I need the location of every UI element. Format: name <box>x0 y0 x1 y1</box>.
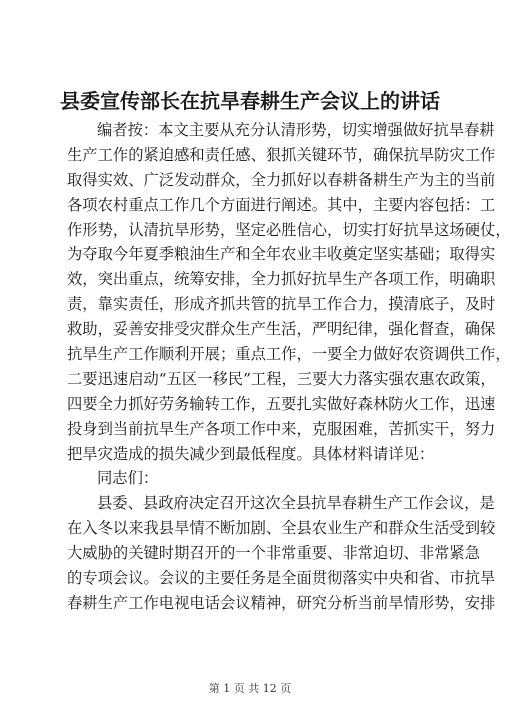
text-line: 把旱灾造成的损失减少到最低程度。具体材料请详见： <box>67 444 435 463</box>
text-line: 编者按：本文主要从充分认清形势，切实增强做好抗旱春耕 <box>97 121 495 139</box>
text-line: 救助，妥善安排受灾群众生产生活，严明纪律，强化督查，确保 <box>67 320 496 339</box>
text-line: 为夺取今年夏季粮油生产和全年农业丰收奠定坚实基础；取得实 <box>67 245 496 264</box>
page-number-footer: 第 1 页 共 12 页 <box>208 682 292 695</box>
text-line: 生产工作的紧迫感和责任感、狠抓关键环节，确保抗旱防灾工作 <box>67 145 496 164</box>
text-line: 四要全力抓好劳务输转工作，五要扎实做好森林防火工作，迅速 <box>67 394 496 413</box>
text-line: 的专项会议。会议的主要任务是全面贯彻落实中央和省、市抗旱 <box>67 569 496 588</box>
document-body <box>67 118 511 616</box>
text-line: 作形势，认清抗旱形势，坚定必胜信心，切实打好抗旱这场硬仗， <box>67 220 511 239</box>
document-title: 县委宣传部长在抗旱春耕生产会议上的讲话 <box>60 89 440 113</box>
text-line: 各项农村重点工作几个方面进行阐述。其中，主要内容包括：工 <box>67 195 496 214</box>
text-line: 效，突出重点，统筹安排，全力抓好抗旱生产各项工作，明确职 <box>67 270 496 289</box>
text-line: 县委、县政府决定召开这次全县抗旱春耕生产工作会议，是 <box>97 494 495 513</box>
text-line: 二要迅速启动“五区一移民”工程，三要大力落实强农惠农政策， <box>67 369 496 388</box>
text-line: 抗旱生产工作顺利开展；重点工作，一要全力做好农资调供工作， <box>67 345 511 364</box>
text-line: 大威胁的关键时期召开的一个非常重要、非常迫切、非常紧急 <box>67 544 481 563</box>
text-line: 取得实效、广泛发动群众，全力抓好以春耕备耕生产为主的当前 <box>67 170 496 189</box>
text-line: 责，靠实责任，形成齐抓共管的抗旱工作合力，摸清底子，及时 <box>67 295 496 314</box>
text-line: 春耕生产工作电视电话会议精神，研究分析当前旱情形势，安排 <box>67 593 496 612</box>
text-line: 投身到当前抗旱生产各项工作中来，克服困难，苦抓实干，努力 <box>67 419 496 438</box>
editor-note-paragraph <box>67 118 511 466</box>
text-line: 在入冬以来我县旱情不断加剧、全县农业生产和群众生活受到较 <box>67 519 496 538</box>
salutation: 同志们： <box>97 469 159 488</box>
speech-paragraph <box>67 491 496 615</box>
